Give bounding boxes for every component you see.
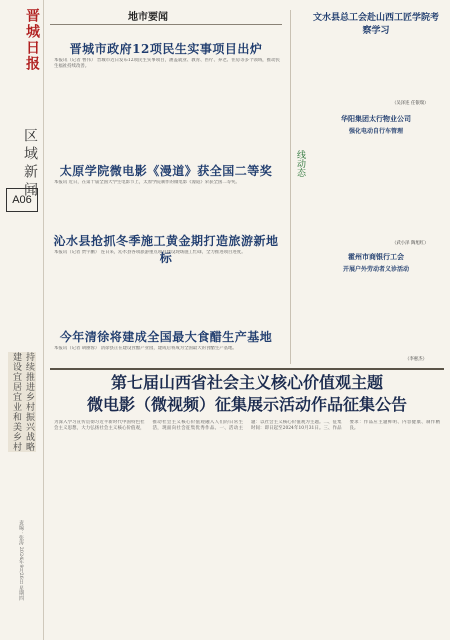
right-article-3-byline: （李惠杰） [405,357,427,362]
column-divider [290,10,291,364]
bottom-rule [50,368,444,370]
right-article-1-body [310,36,442,106]
margin-note: 责编：张涛 2024年9月26日 星期四 [18,520,24,601]
article-4-title: 今年清徐将建成全国最大食醋生产基地 [59,330,273,344]
page-badge: A06 [6,188,38,212]
masthead-logo: 晋城日报 [24,8,40,72]
bottom-notice-body: 为深入学习宣传贯彻习近平新时代中国特色社会主义思想，大力弘扬社会主义核心价值观，推动社会主义核心价值观融入人们的日常生活，现面向社会征集优秀作品。一、活动主题：以社会主义核心价值观为主题。二、征集时间：即日起至2024年10月31日。三、作品要求：作品应主题鲜明、内容健康、制作精良。 [54,420,440,431]
bottom-title-line1: 第七届山西省社会主义核心价值观主题 [110,373,383,392]
article-4-body: 本报讯（记者 胡丽蓉） 清徐县正在建设食醋产业园，建成后将成为全国最大的食醋生产基地。 [54,346,237,351]
article-3-title: 沁水县抢抓冬季施工黄金期打造旅游新地标 [53,234,279,265]
right-article-2-title: 华阳集团太行物业公司 [341,114,411,123]
article-1-title: 晋城市政府12项民生实事项目出炉 [69,42,263,56]
article-3-body: 本报讯（记者 贾宇鹏） 连日来，沁水县各项旅游重点项目建设现场施工忙碌，全力推进项目进度。 [54,250,246,255]
right-column-tag: 线动态 [295,150,305,177]
column-label: 地市要闻 [128,12,168,23]
right-article-2-byline: （武小泽 陶旭红） [392,241,429,246]
right-article-2-sub: 强化电动自行车管理 [348,128,403,135]
bottom-title-line2: 微电影（微视频）征集展示活动作品征集公告 [86,395,407,414]
section-name: 区域新闻 [22,128,38,200]
right-article-3-sub: 开展户外劳动者义诊活动 [342,266,409,273]
article-2-body: 本报讯 近日，在第十届全国大学生电影节上，太原学院制作的微电影《漫道》荣获全国二等奖。 [54,180,240,185]
right-article-3-title: 霍州市商银行工会 [348,252,404,261]
right-article-1-title: 文水县总工会赴山西工匠学院考察学习 [312,13,439,36]
article-2-title: 太原学院微电影《漫道》获全国二等奖 [59,164,273,178]
right-article-1-byline: （吴泽连 任银瑞） [392,101,429,106]
right-article-2-body [310,140,442,240]
bottom-notice-title [62,372,432,416]
slogan-banner: 持续推进乡村振兴战略 建设宜居宜业和美乡村 [8,352,36,452]
right-article-3-body [310,278,442,360]
masthead-band [0,0,44,640]
article-1-body: 本报讯（记者 曹伟） 晋城市近日发布12项民生实事项目，涵盖就业、教育、医疗、养老、住房等多个领域，推动民生福祉持续改善。 [54,58,280,69]
header-rule [50,24,282,25]
